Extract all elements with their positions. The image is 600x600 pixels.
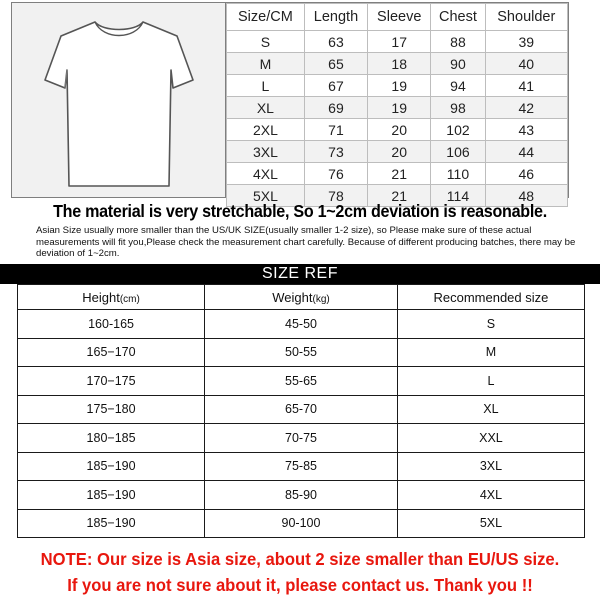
size-ref-cell: 165−170: [18, 338, 205, 367]
size-chart-cell: M: [227, 53, 305, 75]
size-chart-cell: 17: [368, 31, 431, 53]
size-chart-cell: 114: [431, 185, 485, 207]
size-chart-cell: 102: [431, 119, 485, 141]
size-chart-cell: 106: [431, 141, 485, 163]
size-chart-cell: 18: [368, 53, 431, 75]
size-ref-row: [18, 509, 585, 538]
size-ref-cell: XL: [397, 395, 584, 424]
size-chart-cell: 110: [431, 163, 485, 185]
size-chart-cell: 48: [485, 185, 567, 207]
size-chart-cell: 21: [368, 185, 431, 207]
size-ref-cell: 4XL: [397, 481, 584, 510]
size-chart-header: Sleeve: [368, 4, 431, 31]
size-ref-cell: 55-65: [205, 367, 398, 396]
size-chart-cell: S: [227, 31, 305, 53]
size-chart-cell: 42: [485, 97, 567, 119]
size-chart-cell: 63: [304, 31, 367, 53]
size-ref-row: [18, 367, 585, 396]
contact-us-note: If you are not sure about it, please contact us. Thank you !!: [67, 575, 533, 595]
size-ref-cell: 5XL: [397, 509, 584, 538]
size-ref-row: [18, 395, 585, 424]
size-chart-row: [227, 163, 568, 185]
size-ref-table: [17, 284, 585, 538]
size-ref-row: [18, 310, 585, 339]
size-chart-cell: 94: [431, 75, 485, 97]
tshirt-diagram: [12, 3, 226, 197]
size-chart-header-row: [227, 4, 568, 31]
size-ref-cell: 185−190: [18, 509, 205, 538]
size-chart-cell: 41: [485, 75, 567, 97]
height-header: Height(cm): [18, 285, 205, 310]
size-chart-cell: 19: [368, 97, 431, 119]
asian-size-note: Asian Size usually more smaller than the US/UK SIZE(usually smaller 1-2 size), so Please make sure of these actual measurements will fit you,Please check the measurement chart carefully. Because of different producing batches, there may be deviation of 1~2cm.: [36, 225, 576, 259]
size-chart-cell: 78: [304, 185, 367, 207]
size-chart-cell: 46: [485, 163, 567, 185]
size-ref-row: [18, 452, 585, 481]
size-ref-cell: 180−185: [18, 424, 205, 453]
size-ref-cell: 70-75: [205, 424, 398, 453]
size-ref-cell: 175−180: [18, 395, 205, 424]
size-chart-cell: 88: [431, 31, 485, 53]
size-chart-cell: 65: [304, 53, 367, 75]
size-ref-cell: 90-100: [205, 509, 398, 538]
size-chart-row: [227, 75, 568, 97]
size-chart-cell: 19: [368, 75, 431, 97]
size-chart-header: Length: [304, 4, 367, 31]
size-chart-cell: 69: [304, 97, 367, 119]
size-ref-header-row: [18, 285, 585, 310]
size-ref-cell: 45-50: [205, 310, 398, 339]
size-chart-row: [227, 53, 568, 75]
size-chart-cell: 20: [368, 119, 431, 141]
size-chart-cell: 4XL: [227, 163, 305, 185]
size-chart-cell: L: [227, 75, 305, 97]
size-ref-banner: SIZE REF: [0, 264, 600, 284]
size-chart-panel: [11, 2, 569, 204]
size-chart-cell: 2XL: [227, 119, 305, 141]
stretch-headline: The material is very stretchable, So 1~2cm deviation is reasonable.: [53, 201, 547, 221]
size-chart-header: Shoulder: [485, 4, 567, 31]
size-chart-cell: 98: [431, 97, 485, 119]
size-chart-cell: 73: [304, 141, 367, 163]
size-ref-row: [18, 424, 585, 453]
weight-header: Weight(kg): [205, 285, 398, 310]
size-ref-cell: 160-165: [18, 310, 205, 339]
size-chart-row: [227, 119, 568, 141]
size-chart-header: Size/CM: [227, 4, 305, 31]
size-chart-cell: 44: [485, 141, 567, 163]
size-ref-cell: 3XL: [397, 452, 584, 481]
size-ref-cell: 65-70: [205, 395, 398, 424]
size-chart-cell: 20: [368, 141, 431, 163]
size-chart-cell: 90: [431, 53, 485, 75]
size-ref-cell: 50-55: [205, 338, 398, 367]
size-ref-cell: 85-90: [205, 481, 398, 510]
size-chart-cell: 3XL: [227, 141, 305, 163]
size-chart-table: [226, 3, 568, 207]
size-chart-cell: 5XL: [227, 185, 305, 207]
size-ref-cell: M: [397, 338, 584, 367]
size-chart-cell: 21: [368, 163, 431, 185]
size-ref-row: [18, 481, 585, 510]
size-chart-row: [227, 97, 568, 119]
size-ref-cell: 185−190: [18, 452, 205, 481]
size-chart-cell: 39: [485, 31, 567, 53]
size-ref-cell: S: [397, 310, 584, 339]
size-ref-cell: 170−175: [18, 367, 205, 396]
size-chart-cell: 43: [485, 119, 567, 141]
size-chart-row: [227, 31, 568, 53]
asia-size-note: NOTE: Our size is Asia size, about 2 size smaller than EU/US size.: [40, 549, 560, 569]
size-chart-row: [227, 141, 568, 163]
size-chart-cell: XL: [227, 97, 305, 119]
recommended-size-header: Recommended size: [397, 285, 584, 310]
size-ref-row: [18, 338, 585, 367]
tshirt-icon: [39, 10, 199, 190]
size-chart-cell: 76: [304, 163, 367, 185]
size-ref-cell: XXL: [397, 424, 584, 453]
size-chart-cell: 40: [485, 53, 567, 75]
size-ref-cell: 185−190: [18, 481, 205, 510]
size-ref-cell: L: [397, 367, 584, 396]
size-chart-cell: 71: [304, 119, 367, 141]
size-chart-cell: 67: [304, 75, 367, 97]
size-chart-header: Chest: [431, 4, 485, 31]
size-ref-cell: 75-85: [205, 452, 398, 481]
